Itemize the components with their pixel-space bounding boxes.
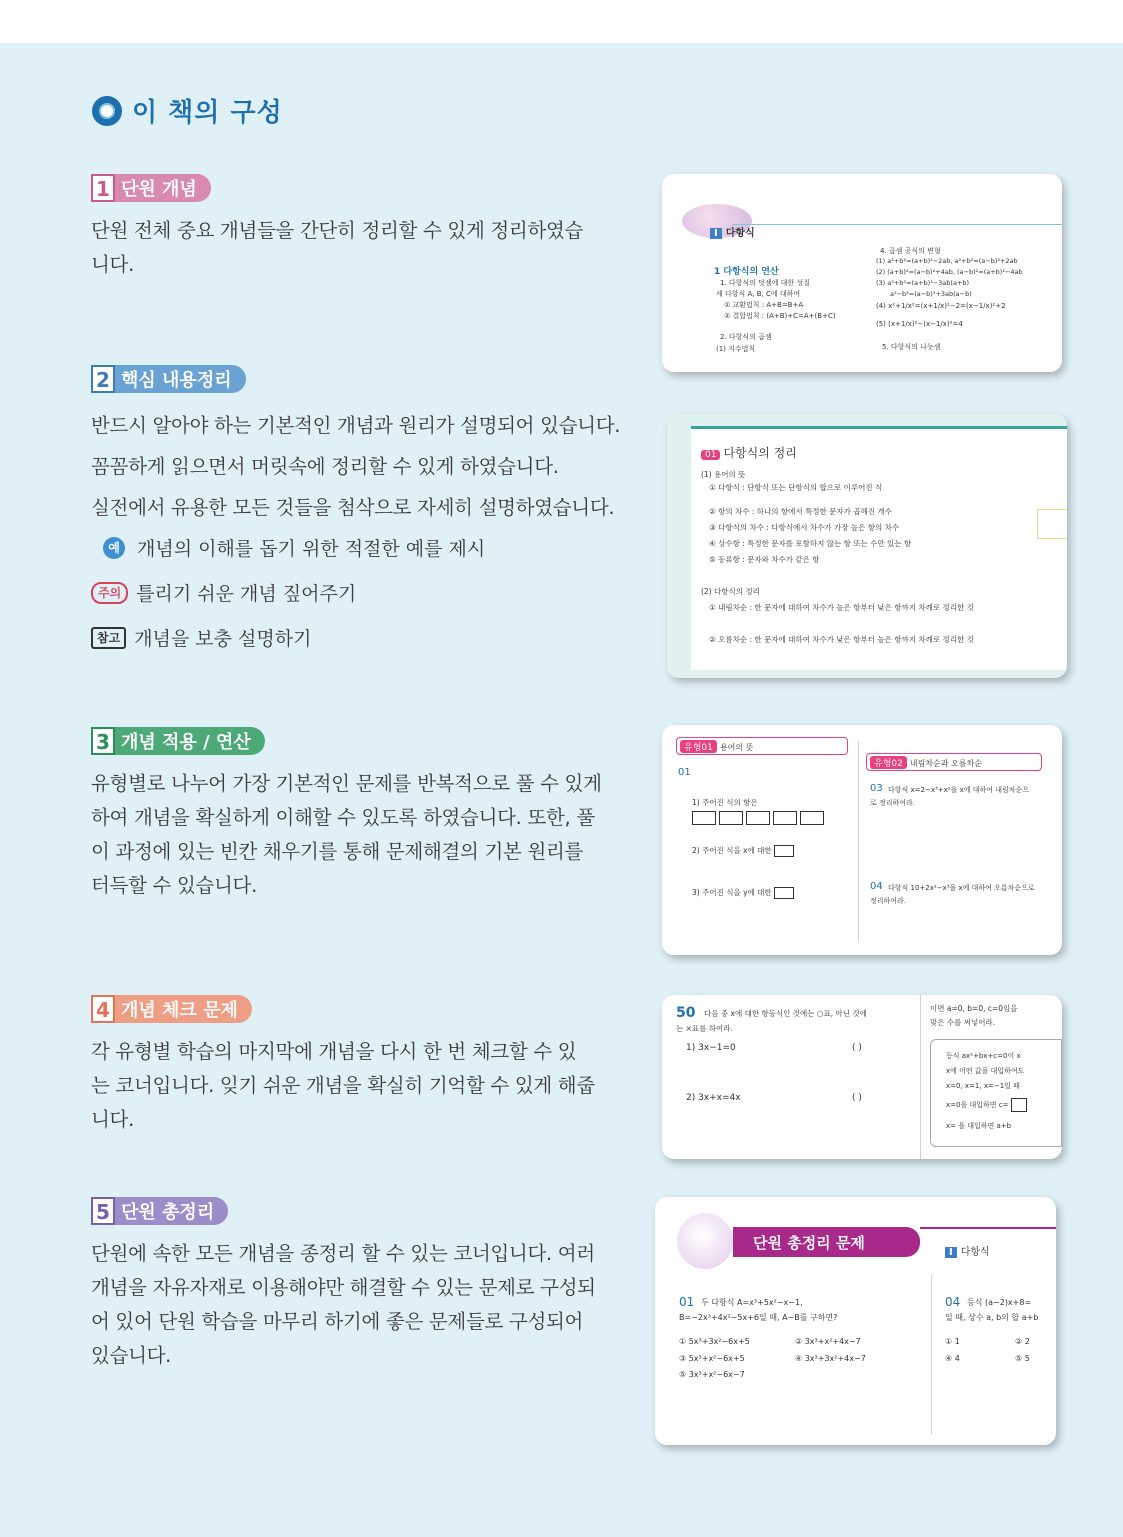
hint-line: x에 어떤 값을 대입하여도 <box>946 1067 1025 1075</box>
option: ⑤ 5 <box>1015 1354 1030 1363</box>
section-number: 3 <box>91 727 115 755</box>
type-badge: 유형02 <box>870 756 907 769</box>
section-tag <box>91 995 252 1023</box>
sub-question-text: 2) 주어진 식을 x에 대한 <box>692 846 772 855</box>
thumb-concept-check <box>662 995 1062 1159</box>
sub-question-text: 3) 주어진 식을 y에 대한 <box>692 888 772 897</box>
thumb-line: ③ 다항식의 차수 : 다항식에서 차수가 가장 높은 항의 차수 <box>709 523 900 532</box>
type-title: 용어의 뜻 <box>719 743 754 752</box>
answer-box[interactable] <box>719 811 743 825</box>
thumb-line: 2. 다항식의 곱셈 <box>720 333 772 341</box>
hint-line: x= 을 대입하면 a+b <box>946 1122 1012 1130</box>
question-text: 다항식 10+2x²−x³을 x에 대하여 오름차순으로 <box>888 884 1035 892</box>
thumb-line: 1. 다항식의 덧셈에 대한 성질 <box>720 279 810 287</box>
section-concept-application <box>91 727 621 903</box>
chapter-label <box>945 1243 990 1258</box>
chapter-title: 다항식 <box>960 1247 990 1258</box>
bullet-example <box>91 534 621 561</box>
roman-badge: I <box>945 1247 957 1258</box>
section-label: 개념 적용 / 연산 <box>121 732 251 753</box>
thumb-line: (2) (a+b)²=(a−b)²+4ab, (a−b)²=(a+b)²−4ab <box>876 268 1023 276</box>
thumb-line: 4. 곱셈 공식의 변형 <box>880 247 941 255</box>
section-number: 4 <box>91 995 115 1023</box>
thumb-line: (4) x²+1/x²=(x+1/x)²−2=(x−1/x)²+2 <box>876 302 1006 310</box>
bullet-text: 개념의 이해를 돕기 위한 적절한 예를 제시 <box>137 538 486 560</box>
section-description <box>91 767 621 903</box>
answer-box[interactable] <box>746 811 770 825</box>
option: ① 5x³+3x²−6x+5 <box>679 1337 750 1346</box>
chapter-label <box>710 224 755 239</box>
number-badge: 01 <box>701 450 720 460</box>
desc-line: 는 코너입니다. 잊기 쉬운 개념을 확실히 기억할 수 있게 해줍 <box>91 1074 595 1097</box>
desc-line: 단원 전체 중요 개념들을 간단히 정리할 수 있게 정리하였습 <box>91 219 584 242</box>
answer-box[interactable] <box>1011 1098 1027 1112</box>
option: ② 3x³+x²+4x−7 <box>795 1337 861 1346</box>
thumb-line: (1) 용어의 뜻 <box>701 470 746 479</box>
section-number: 5 <box>91 1197 115 1225</box>
answer-box[interactable] <box>692 811 716 825</box>
chapter-title: 다항식 <box>725 228 755 239</box>
desc-line: 반드시 알아야 하는 기본적인 개념과 원리가 설명되어 있습니다. <box>91 414 621 437</box>
desc-line: 실전에서 유용한 모든 것들을 첨삭으로 자세히 설명하였습니다. <box>91 496 615 519</box>
desc-line: 개념을 자유자재로 이용해야만 해결할 수 있는 문제로 구성되 <box>91 1276 596 1299</box>
thumb-line: ② 오름차순 : 한 문자에 대하여 차수가 낮은 항부터 높은 항까지 차례로 정리한 것 <box>709 635 974 644</box>
answer-box[interactable] <box>773 811 797 825</box>
option: ④ 3x³+3x²+4x−7 <box>795 1354 866 1363</box>
type-badge: 유형01 <box>680 740 717 753</box>
section-number: 2 <box>91 365 115 393</box>
thumb-line: ② 항의 차수 : 하나의 항에서 특정한 문자가 곱해진 개수 <box>709 507 892 516</box>
section-concept-check <box>91 995 621 1137</box>
heading <box>701 444 797 461</box>
thumb-line: a³−b³=(a−b)³+3ab(a−b) <box>890 290 972 298</box>
thumb-line: ⑤ 동류항 : 문자와 차수가 같은 항 <box>709 555 820 564</box>
section-description <box>91 1035 621 1137</box>
thumb-line: ① 다항식 : 단항식 또는 단항식의 합으로 이루어진 식 <box>709 483 883 492</box>
ring-icon <box>92 96 122 126</box>
bullet-caution <box>91 579 621 606</box>
desc-line: 하여 개념을 확실하게 이해할 수 있도록 하였습니다. 또한, 풀 <box>91 806 595 829</box>
answer-boxes <box>692 811 827 825</box>
section-description <box>91 1237 621 1373</box>
desc-line: 있습니다. <box>91 1344 172 1367</box>
question-text: 두 다항식 A=x³+5x²−x−1, <box>701 1298 803 1307</box>
page-title <box>92 92 283 129</box>
type-header <box>870 756 982 769</box>
section-description <box>91 405 621 528</box>
thumb-line: ② 결합법칙 : (A+B)+C=A+(B+C) <box>724 312 836 320</box>
thumb-line: (5) (x+1/x)²−(x−1/x)²=4 <box>876 320 963 328</box>
question-text: 등식 (a−2)x+8= <box>967 1298 1032 1307</box>
roman-badge: I <box>710 228 722 239</box>
banner-rule <box>920 1227 1056 1229</box>
option: ③ 5x³+x²−6x+5 <box>679 1354 745 1363</box>
side-note <box>1037 509 1067 539</box>
bullet-text: 개념을 보충 설명하기 <box>134 628 312 650</box>
thumb-core-summary <box>667 414 1067 678</box>
question-text: B=−2x³+4x²−5x+6일 때, A−B를 구하면? <box>679 1313 838 1322</box>
desc-line: 각 유형별 학습의 마지막에 개념을 다시 한 번 체크할 수 있 <box>91 1040 577 1063</box>
example-badge: 예 <box>103 537 125 559</box>
desc-line: 니다. <box>91 253 134 276</box>
section-description <box>91 214 621 282</box>
option: ④ 4 <box>945 1354 960 1363</box>
answer-paren[interactable]: ( ) <box>852 1043 862 1053</box>
question-text: 로 정리하여라. <box>870 799 916 807</box>
hint-line: 등식 ax²+bx+c=0이 x <box>946 1052 1021 1060</box>
hint-line: x=0, x=1, x=−1일 때 <box>946 1082 1020 1090</box>
column-divider <box>858 741 859 941</box>
column-divider <box>920 995 921 1159</box>
section-tag <box>91 1197 228 1225</box>
hint-text: x=0을 대입하면 c= <box>946 1101 1009 1109</box>
thumb-line: 1 다항식의 연산 <box>714 267 779 277</box>
section-label: 단원 총정리 <box>121 1202 215 1223</box>
question-number: 04 <box>945 1295 961 1309</box>
answer-box[interactable] <box>800 811 824 825</box>
section-tag <box>91 174 211 202</box>
thumb-line: (3) a³+b³=(a+b)³−3ab(a+b) <box>876 279 970 287</box>
item: 1) 3x−1=0 <box>686 1043 736 1053</box>
question-number: 50 <box>676 1005 696 1021</box>
question-number: 03 <box>870 783 883 794</box>
desc-line: 꼼꼼하게 읽으면서 머릿속에 정리할 수 있게 하였습니다. <box>91 455 559 478</box>
desc-line: 이 과정에 있는 빈칸 채우기를 통해 문제해결의 기본 원리를 <box>91 840 584 863</box>
hint-line <box>946 1098 1030 1112</box>
desc-line: 단원에 속한 모든 개념을 종정리 할 수 있는 코너입니다. 여러 <box>91 1242 595 1265</box>
section-tag <box>91 365 246 393</box>
desc-line: 유형별로 나누어 가장 기본적인 문제를 반복적으로 풀 수 있게 <box>91 772 602 795</box>
thumb-unit-concept <box>662 174 1062 372</box>
right-text: 맞은 수를 써넣어라. <box>930 1018 996 1027</box>
thumb-unit-review <box>655 1197 1056 1445</box>
heading-text: 다항식의 정리 <box>723 446 797 460</box>
column-divider <box>931 1275 932 1435</box>
banner-title: 단원 총정리 문제 <box>753 1234 865 1252</box>
desc-line: 터득할 수 있습니다. <box>91 874 257 897</box>
bullet-text: 틀리기 쉬운 개념 짚어주기 <box>136 583 357 605</box>
question-text: 는 ×표를 하여라. <box>676 1024 733 1033</box>
section-label: 개념 체크 문제 <box>121 1000 238 1021</box>
section-tag <box>91 727 265 755</box>
question-number: 01 <box>679 1295 695 1309</box>
page-title-text: 이 책의 구성 <box>132 98 283 128</box>
thumb-line: 세 다항식 A, B, C에 대하여 <box>716 290 801 298</box>
desc-line: 니다. <box>91 1108 134 1131</box>
answer-box[interactable] <box>774 845 794 857</box>
bullet-reference <box>91 624 621 651</box>
desc-line: 어 있어 단원 학습을 마무리 하기에 좋은 문제들로 구성되어 <box>91 1310 584 1333</box>
question-text: 다항식 x=2−x³+x²을 x에 대하여 내림차순으 <box>888 786 1030 794</box>
thumb-line: 5. 다항식의 나눗셈 <box>882 343 941 351</box>
thumb-line: ④ 상수항 : 특정한 문자를 포함하지 않는 항 또는 수만 있는 항 <box>709 539 912 548</box>
type-title: 내림차순과 오름차순 <box>909 759 982 768</box>
option: ① 1 <box>945 1337 960 1346</box>
thumb-concept-application <box>662 725 1062 955</box>
right-text: 이면 a=0, b=0, c=0임을 <box>930 1004 1018 1013</box>
question-text: 일 때, 상수 a, b의 합 a+b <box>945 1313 1039 1322</box>
item: 2) 3x+x=4x <box>686 1093 741 1103</box>
answer-box[interactable] <box>774 887 794 899</box>
decoration-image <box>677 1213 733 1269</box>
section-unit-concept <box>91 174 621 282</box>
sub-question: 1) 주어진 식의 항은 <box>692 798 758 807</box>
question-number: 04 <box>870 881 883 892</box>
thumb-line: ① 교환법칙 : A+B=B+A <box>724 301 804 309</box>
answer-paren[interactable]: ( ) <box>852 1093 862 1103</box>
sub-question <box>692 887 797 899</box>
question-number: 01 <box>678 767 691 778</box>
section-unit-review <box>91 1197 621 1373</box>
thumb-line: (2) 다항식의 정리 <box>701 587 760 596</box>
caution-badge: 주의 <box>91 582 128 604</box>
thumb-line: (1) a²+b²=(a+b)²−2ab, a²+b²=(a−b)²+2ab <box>876 257 1018 265</box>
question-text: 다음 중 x에 대한 항등식인 것에는 ○표, 아닌 것에 <box>704 1009 867 1018</box>
sub-question <box>692 845 797 857</box>
section-label: 단원 개념 <box>121 179 197 200</box>
thumb-line: ① 내림차순 : 한 문자에 대하여 차수가 높은 항부터 낮은 항까지 차례로 정리한 것 <box>709 603 974 612</box>
section-number: 1 <box>91 174 115 202</box>
rule-line <box>732 224 1062 225</box>
reference-badge: 참고 <box>91 627 126 649</box>
option: ⑤ 3x³+x²−6x−7 <box>679 1370 745 1379</box>
section-core-summary <box>91 365 621 651</box>
question-text: 정리하여라. <box>870 897 907 905</box>
thumb-line: (1) 지수법칙 <box>716 345 756 353</box>
option: ② 2 <box>1015 1337 1030 1346</box>
type-header <box>680 740 753 753</box>
section-label: 핵심 내용정리 <box>121 370 232 391</box>
